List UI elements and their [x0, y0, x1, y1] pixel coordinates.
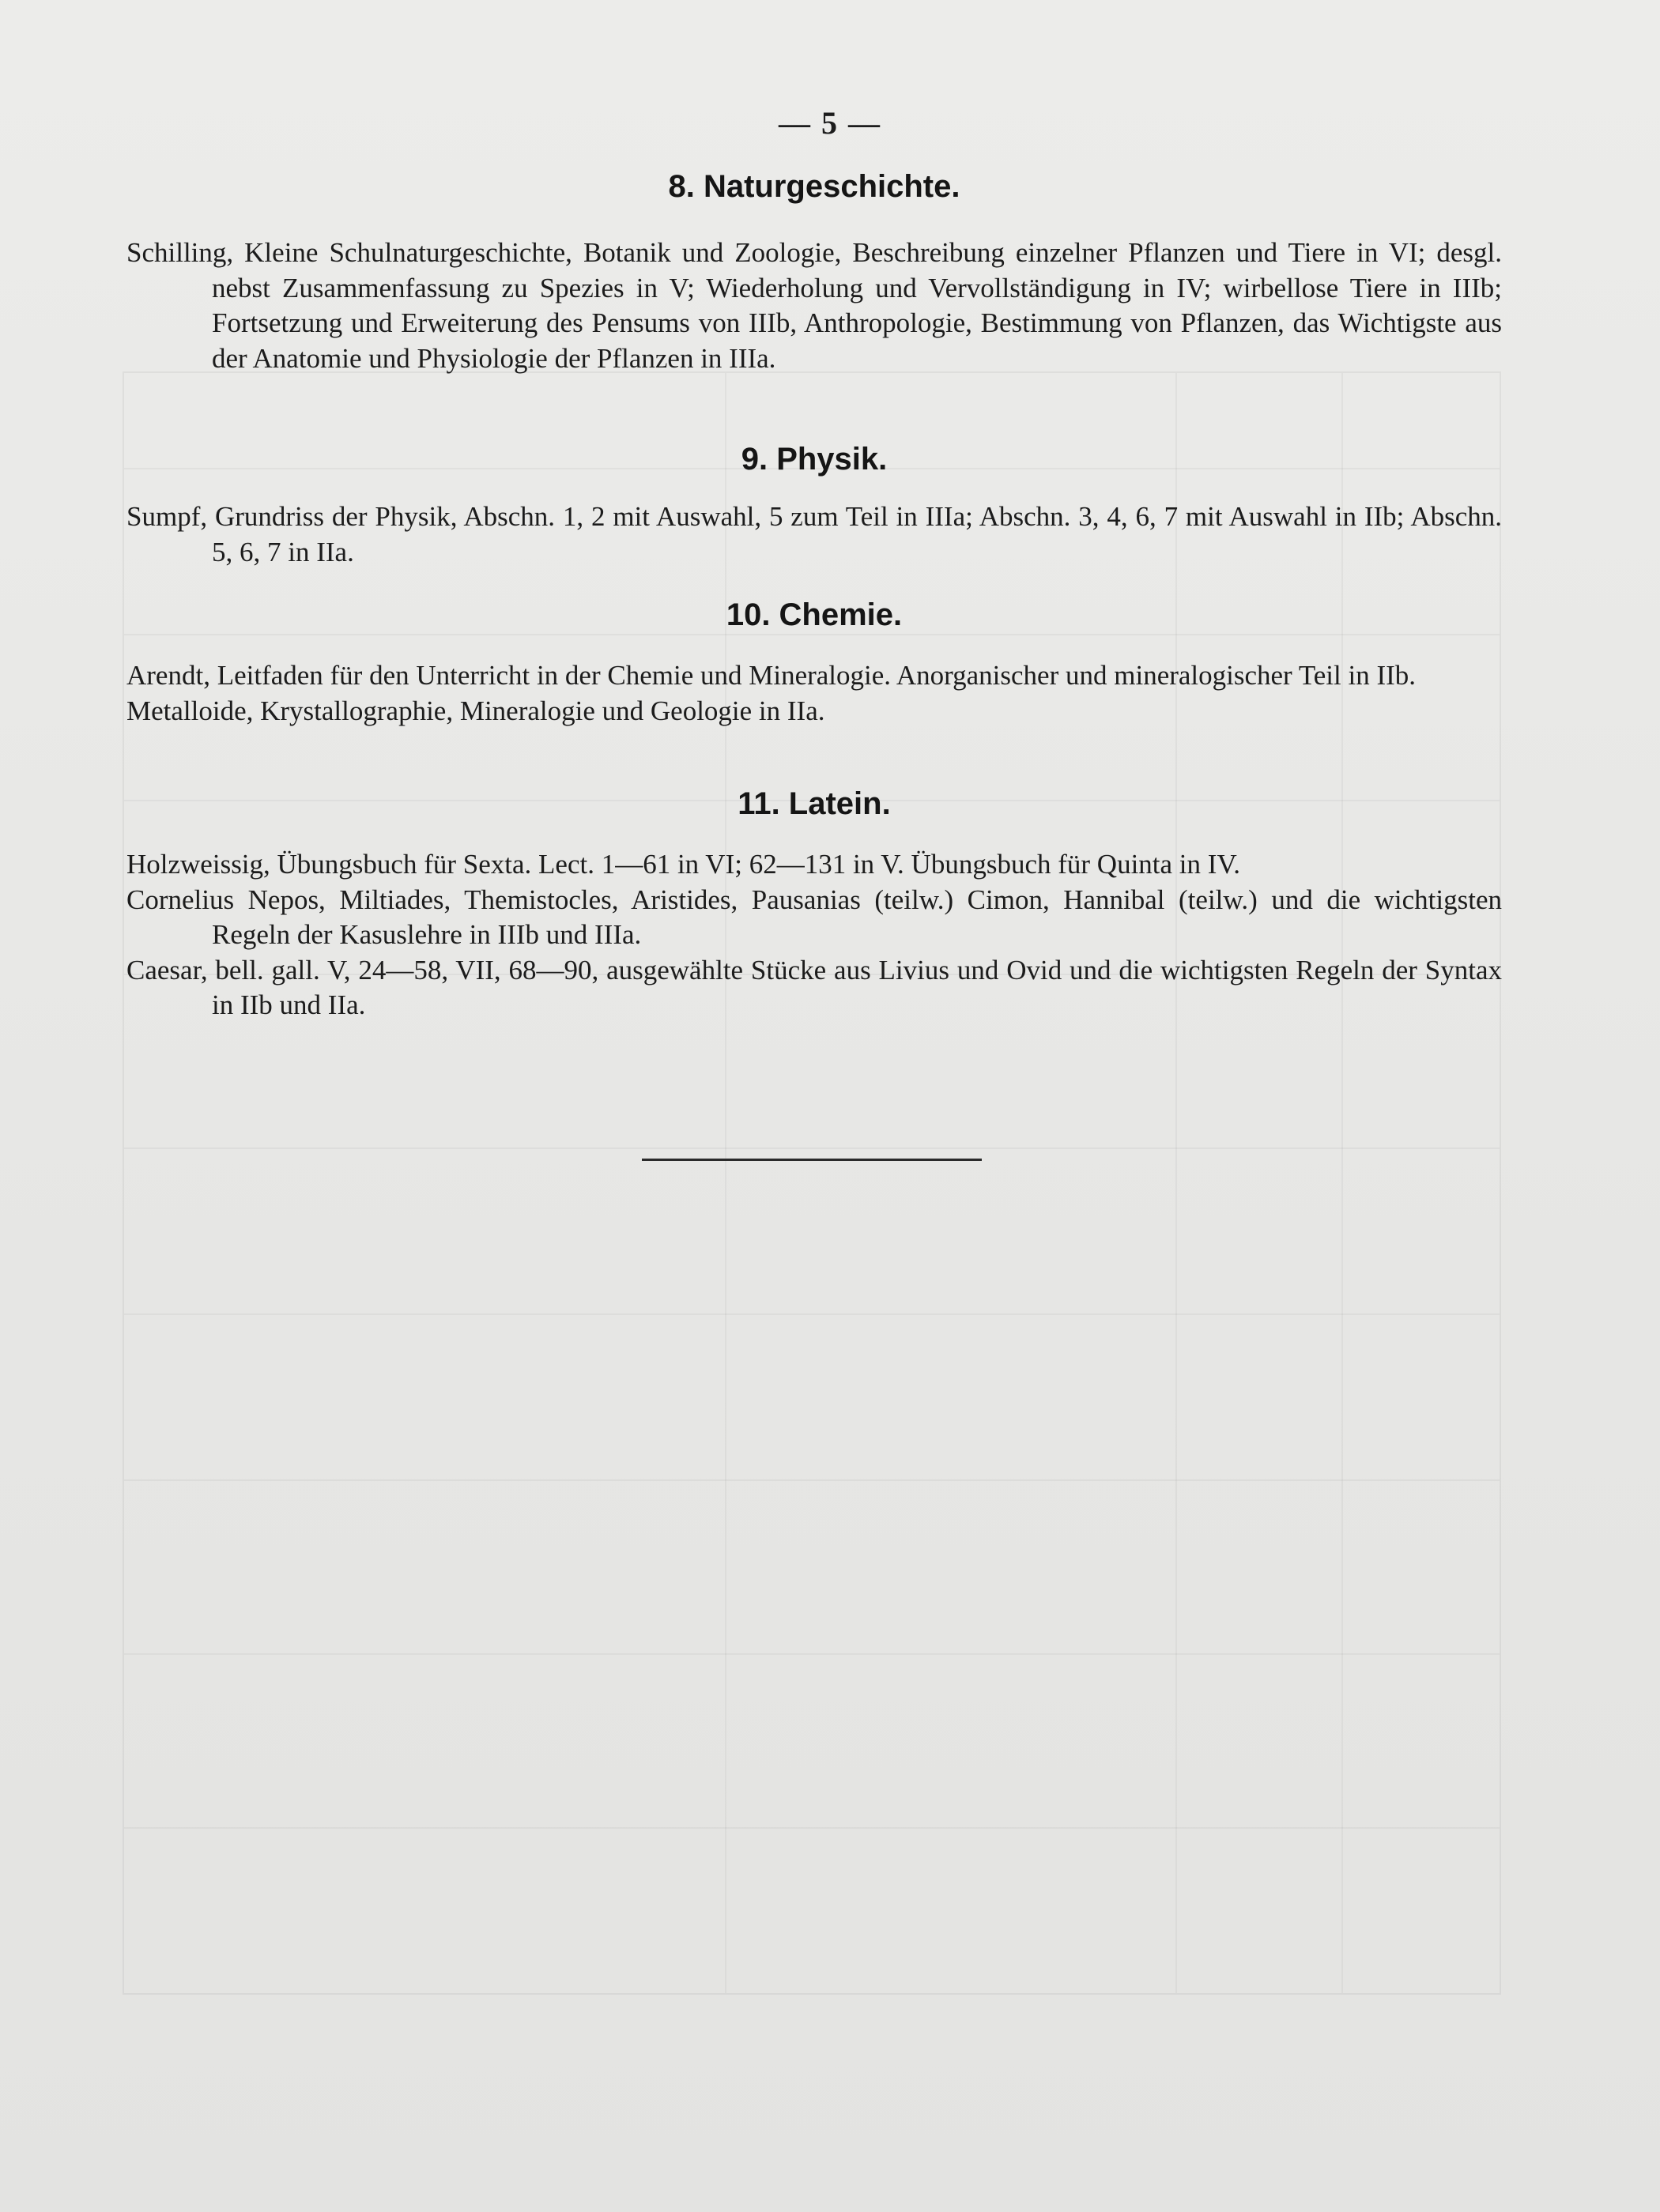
section-latein — [126, 786, 1502, 822]
paragraph: Caesar, bell. gall. V, 24—58, VII, 68—90, ausgewählte Stücke aus Livius und Ovid und die wichtigsten Regeln der Syntax in IIb und IIa. — [126, 954, 1502, 1020]
section-physik-body — [126, 499, 1502, 570]
page-number: — 5 — — [779, 105, 881, 141]
section-heading: 10. Chemie. — [726, 597, 903, 632]
section-chemie — [126, 597, 1502, 633]
section-divider — [642, 1159, 982, 1161]
paragraph: Schilling, Kleine Schulnaturgeschichte, Botanik und Zoologie, Beschreibung einzelner Pflanzen und Tiere in VI; desgl. nebst Zusammenfassung zu Spezies in V; Wiederholung und Vervollständigung in IV; wirbellose Tiere in IIIb; Fortsetzung und Erweiterung des Pensums von IIIb, Anthropologie, Bestimmung von Pflanzen, das Wichtigste aus der Anatomie und Physiologie der Pflanzen in IIIa. — [126, 237, 1502, 374]
section-heading: 9. Physik. — [741, 442, 888, 477]
section-heading: 11. Latein. — [738, 786, 891, 821]
paragraph: Arendt, Leitfaden für den Unterricht in der Chemie und Mineralogie. Anorganischer und mineralogischer Teil in IIb. — [126, 660, 1417, 691]
section-naturgeschichte — [126, 169, 1502, 205]
section-latein-body — [126, 847, 1502, 1023]
section-heading: 8. Naturgeschichte. — [668, 169, 960, 204]
paragraph: Metalloide, Krystallographie, Mineralogie und Geologie in IIa. — [126, 695, 825, 726]
paragraph: Cornelius Nepos, Miltiades, Themistocles, Aristides, Pausanias (teilw.) Cimon, Hannibal (teilw.) und die wichtigsten Regeln der Kasuslehre in IIIb und IIIa. — [126, 884, 1502, 950]
paragraph: Sumpf, Grundriss der Physik, Abschn. 1, 2 mit Auswahl, 5 zum Teil in IIIa; Abschn. 3, 4, 6, 7 mit Auswahl in IIb; Abschn. 5, 6, 7 in IIa. — [126, 501, 1502, 567]
section-chemie-body — [126, 658, 1502, 729]
section-physik — [126, 442, 1502, 477]
paragraph: Holzweissig, Übungsbuch für Sexta. Lect. 1—61 in VI; 62—131 in V. Übungsbuch für Quinta in IV. — [126, 849, 1240, 880]
section-naturgeschichte-body — [126, 236, 1502, 376]
